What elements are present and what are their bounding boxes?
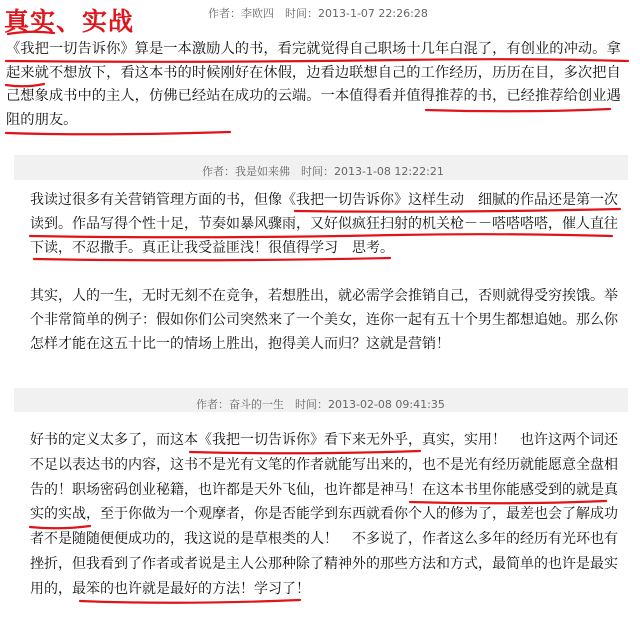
post-meta-1: 作者：李欧四 时间：2013-1-07 22:26:28 — [208, 7, 428, 20]
post-body-1: 《我把一切告诉你》算是一本激励人的书，看完就觉得自己职场十几年白混了，有创业的冲动。拿起来就不想放下，看这本书的时候刚好在休假，边看边联想自己的工作经历，历历在目，多次把自己想象成书中的主人，仿佛已经站在成功的云端。一本值得看并值得推荐的书，已经推荐给创业遇阻的朋友。 — [6, 41, 621, 128]
page-title: 真实、实战 — [4, 7, 135, 36]
post-body-3: 好书的定义太多了，而这本《我把一切告诉你》看下来无外乎，真实，实用！ 也许这两个词还不足以表达书的内容，这书不是光有文笔的作者就能写出来的，也不是光有经历就能愿意全盘相告的！职场密码创业秘籍，也许都是天外飞仙，也许都是神马！在这本书里你能感受到的就是真实的实战，至于你做为一个观摩者，你是否能学到东西就看你个人的修为了，最差也会了解成功者不是随随便便成功的，我这说的是草根类的人！ 不多说了，作者这么多年的经历有光环也有挫折，但我看到了作者或者说是主人公那种除了精神外的那些方法和方式，最简单的也许是最实用的，最笨的也许就是最好的方法！学习了！ — [30, 432, 618, 597]
post-meta-2: 作者：我是如来佛 时间：2013-1-08 12:22:21 — [202, 165, 444, 178]
post-body-2: 我读过很多有关营销管理方面的书，但像《我把一切告诉你》这样生动 细腻的作品还是第一次读到。作品写得个性十足，节奏如暴风骤雨，又好似疯狂扫射的机关枪－－嗒嗒嗒嗒，催人直往下读，不忍撒手。真正让我受益匪浅！很值得学习 思考。 — [30, 192, 618, 256]
post-body-2-continued: 其实，人的一生，无时无刻不在竞争，若想胜出，就必需学会推销自己，否则就得受穷挨饿。举个非常简单的例子：假如你们公司突然来了一个美女，连你一起有五十个男生都想追她。那么你怎样才能在这五十比一的情场上胜出，抱得美人而归？这就是营销！ — [30, 288, 618, 352]
underline-mark — [6, 132, 230, 134]
post-meta-3: 作者：奋斗的一生 时间：2013-02-08 09:41:35 — [196, 398, 445, 411]
